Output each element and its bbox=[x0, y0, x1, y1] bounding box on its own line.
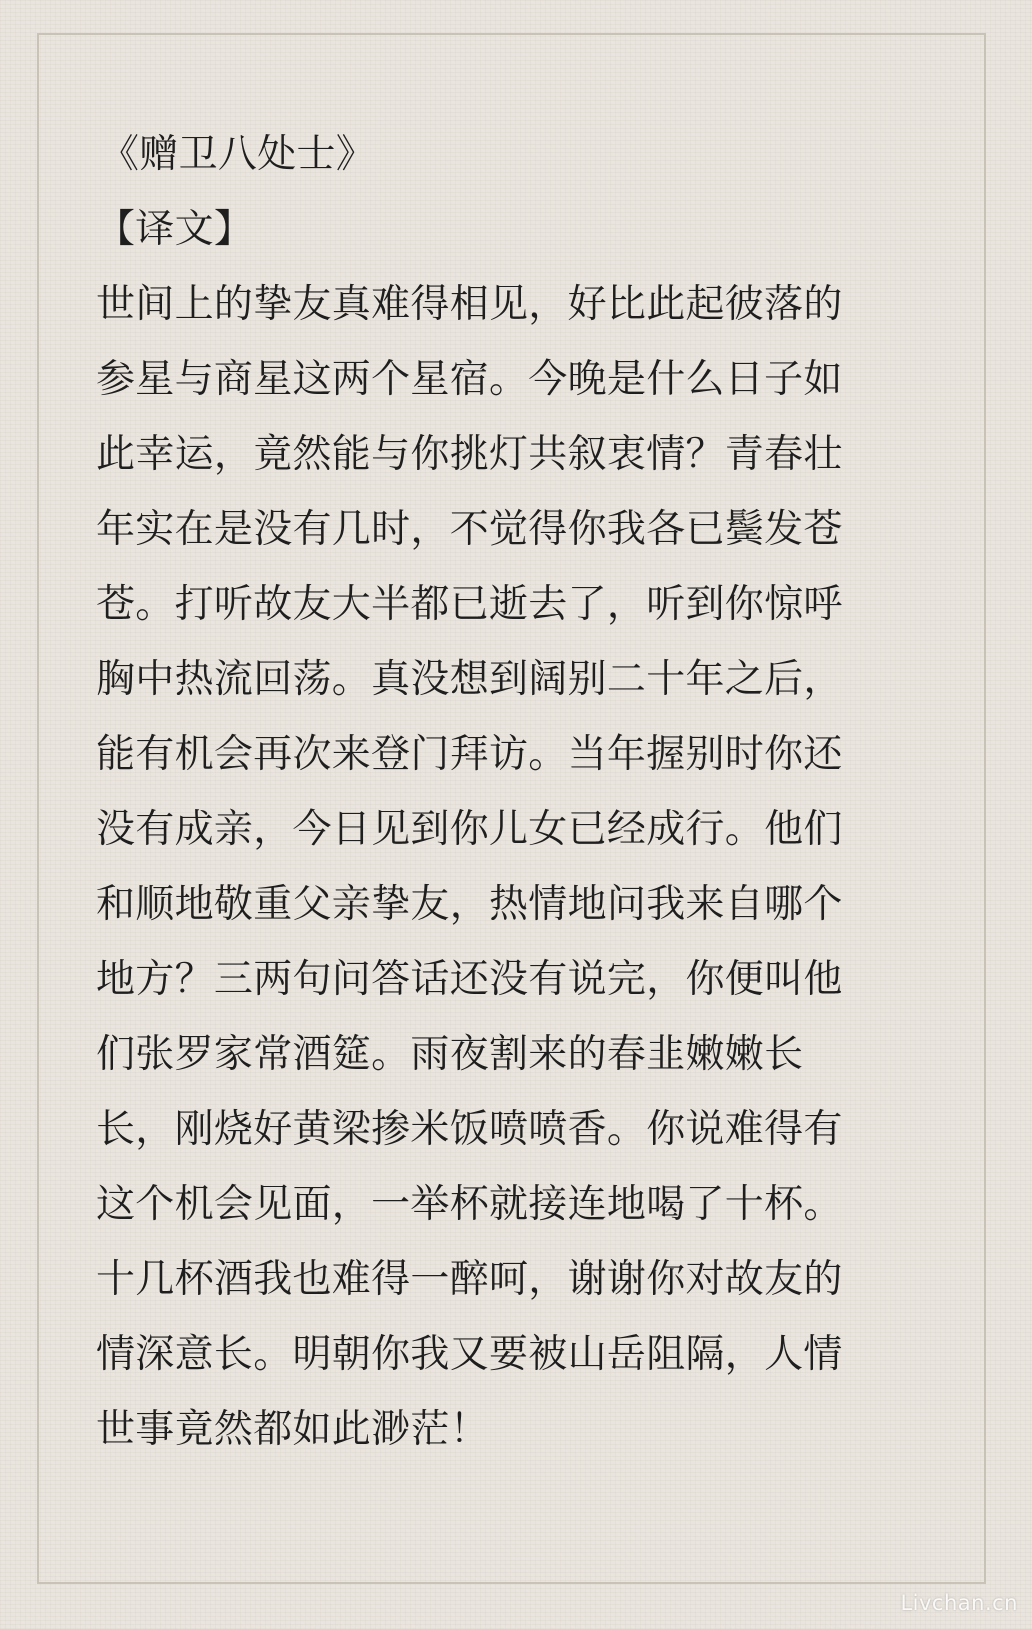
text-line-4: 年实在是没有几时，不觉得你我各已鬓发苍 bbox=[96, 507, 843, 552]
text-line-7: 能有机会再次来登门拜访。当年握别时你还 bbox=[96, 732, 843, 777]
text-line-6: 胸中热流回荡。真没想到阔别二十年之后， bbox=[96, 657, 843, 702]
text-line-3: 此幸运，竟然能与你挑灯共叙衷情？青春壮 bbox=[96, 432, 843, 477]
text-line-16: 世事竟然都如此渺茫！ bbox=[96, 1407, 490, 1452]
text-line-2: 参星与商星这两个星宿。今晚是什么日子如 bbox=[96, 357, 843, 402]
text-line-12: 长，刚烧好黄梁掺米饭喷喷香。你说难得有 bbox=[96, 1107, 843, 1152]
text-line-9: 和顺地敬重父亲挚友，热情地问我来自哪个 bbox=[96, 882, 843, 927]
text-line-15: 情深意长。明朝你我又要被山岳阻隔，人情 bbox=[96, 1332, 843, 1377]
text-line-1: 世间上的挚友真难得相见，好比此起彼落的 bbox=[96, 282, 843, 327]
watermark: Livchan.cn bbox=[900, 1591, 1018, 1615]
section-label: 【译文】 bbox=[96, 207, 254, 252]
text-line-14: 十几杯酒我也难得一醉呵，谢谢你对故友的 bbox=[96, 1257, 843, 1302]
text-line-8: 没有成亲，今日见到你儿女已经成行。他们 bbox=[96, 807, 843, 852]
text-line-10: 地方？三两句问答话还没有说完，你便叫他 bbox=[96, 957, 843, 1002]
text-line-5: 苍。打听故友大半都已逝去了，听到你惊呼 bbox=[96, 582, 843, 627]
document-body bbox=[96, 117, 936, 1467]
text-line-11: 们张罗家常酒筵。雨夜割来的春韭嫩嫩长 bbox=[96, 1032, 804, 1077]
text-line-13: 这个机会见面，一举杯就接连地喝了十杯。 bbox=[96, 1182, 843, 1227]
poem-title: 《赠卫八处士》 bbox=[100, 132, 376, 177]
